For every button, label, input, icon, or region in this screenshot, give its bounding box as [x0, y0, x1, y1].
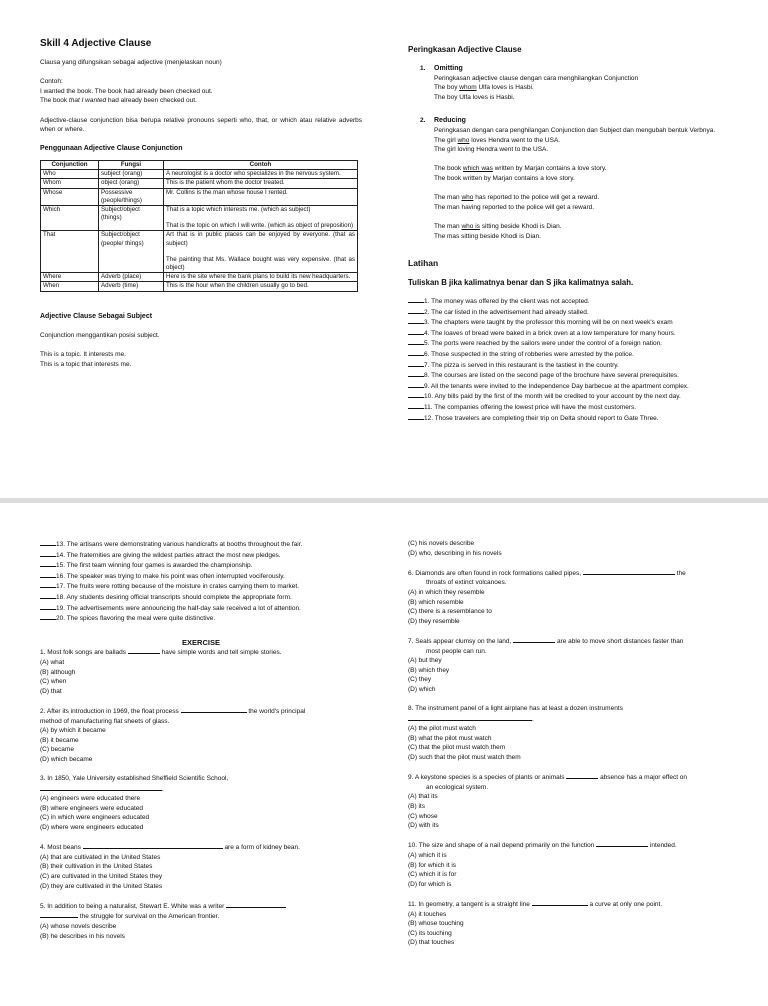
answer-blank [83, 842, 223, 849]
exercise-item-text: 12. Those travelers are completing their trip on Delta should report to Gate Three. [424, 414, 659, 422]
answer-option[interactable]: (A) whose novels describe [40, 922, 117, 930]
answer-blank[interactable] [40, 581, 56, 588]
table-cell: Which [41, 205, 99, 230]
question-text-continued: an ecological system. [426, 783, 489, 791]
answer-option[interactable]: (B) whose touching [408, 920, 464, 928]
question-6 [408, 568, 724, 579]
exercise-item-text: 16. The speaker was trying to make his point was often interrupted vociferously. [56, 572, 285, 580]
answer-blank [40, 911, 78, 918]
question-text-continued: method of manufacturing flat sheets of glass. [40, 717, 170, 725]
table-cell: Who [41, 170, 99, 179]
answer-option[interactable]: (A) engineers were educated there [40, 795, 141, 803]
answer-option[interactable]: (B) it became [40, 736, 79, 744]
reducing-title: Reducing [434, 117, 466, 125]
answer-blank [226, 901, 286, 908]
answer-blank[interactable] [408, 317, 424, 324]
exercise-item-text: 4. The loaves of bread were baked in a brick oven at a low temperature for many hours. [424, 329, 676, 337]
question-text: absence has a major effect on [598, 774, 688, 782]
reducing-example-short: The girl loving Hendra went to the USA. [434, 146, 549, 154]
answer-option[interactable]: (A) that are cultivated in the United States [40, 853, 161, 861]
exercise-item [408, 307, 738, 318]
exercise-item-text: 11. The companies offering the lowest price will have the most customers. [424, 404, 637, 412]
question-text: 10. The size and shape of a nail depend primarily on the function [408, 842, 597, 850]
question-8: 8. The instrument panel of a light airplane has at least a dozen instruments [408, 705, 623, 713]
exercise-item-text: 6. Those suspected in the string of robberies were arrested by the police. [424, 351, 634, 359]
answer-blank [40, 784, 162, 791]
reducing-number: 2. [420, 117, 426, 125]
question-text: are a form of kidney bean. [222, 844, 300, 852]
question-text: 1. Most folk songs are ballads [40, 649, 128, 657]
exercise-item-text: 17. The fruits were rotting because of the moisture in crates carrying them to market. [56, 583, 300, 591]
question-5-options [40, 922, 362, 941]
answer-option[interactable]: (B) which they [408, 666, 450, 674]
answer-option[interactable]: (D) which [408, 685, 436, 693]
table-header-cell: Fungsi [99, 160, 164, 169]
answer-option[interactable]: (A) the pilot must watch [408, 725, 476, 733]
answer-option[interactable]: (B) for which it is [408, 861, 457, 869]
omitting-example-2: The boy Ulfa loves is Hasbi. [434, 93, 515, 101]
exercise-item [40, 592, 362, 603]
page2-left-column [40, 539, 362, 941]
conjunction-table [40, 160, 358, 292]
question-text: a curve at only one point. [587, 900, 663, 908]
exercise-item-text: 5. The ports were reached by the sailors were under the control of a foreign nation. [424, 340, 662, 348]
answer-option[interactable]: (D) such that the pilot must watch them [408, 754, 521, 762]
answer-option[interactable]: (B) he describes in his novels [40, 932, 125, 940]
exercise-item-text: 3. The chapters were taught by the professor this morning will be on next week's exam [424, 319, 673, 327]
question-7-options [408, 656, 724, 694]
answer-blank [128, 647, 160, 654]
question-4 [40, 842, 362, 853]
table-header-cell: Contoh [164, 160, 358, 169]
table-cell: subject (orang) [99, 170, 164, 179]
text-part: The book [434, 165, 463, 173]
exercise-item [408, 338, 738, 349]
answer-blank[interactable] [408, 381, 424, 388]
exercise-item-text: 20. The spices flavoring the meal were quite distinctive. [56, 615, 216, 623]
text-part: has reported to the police will get a reward. [473, 194, 600, 202]
exercise-item-text: 7. The pizza is served in this restaurant is the tastiest in the country. [424, 361, 619, 369]
question-6-options [408, 588, 724, 626]
table-header-row [41, 160, 358, 169]
exercise-item [40, 560, 362, 571]
reducing-example [434, 136, 738, 146]
table-cell-example: The painting that Ms. Wallace bought was very expensive. (that as object) [166, 255, 355, 271]
question-11-options [408, 910, 724, 948]
answer-option[interactable]: (D) which became [40, 755, 93, 763]
table-row [41, 282, 358, 291]
answer-blank [408, 714, 532, 721]
exercise-item [40, 603, 362, 614]
answer-option[interactable]: (D) they are cultivated in the United States [40, 882, 163, 890]
answer-option[interactable]: (C) its touching [408, 929, 452, 937]
answer-blank[interactable] [40, 592, 56, 599]
underlined-text: which was [462, 165, 493, 173]
omitting-title: Omitting [434, 65, 463, 72]
table-cell: Adverb (place) [99, 273, 164, 282]
answer-blank [181, 706, 247, 713]
question-4-options [40, 853, 362, 891]
question-text: the world's principal [246, 707, 306, 715]
answer-option[interactable]: (C) they [408, 676, 432, 684]
question-text: 11. In geometry, a tangent is a straight line [408, 900, 532, 908]
text-part: written by Marjan contains a love story. [492, 165, 607, 173]
table-cell: Here is the site where the bank plans to build its new headquarters. [164, 273, 358, 282]
answer-option[interactable]: (D) who, describing in his novels [408, 549, 502, 557]
answer-blank[interactable] [408, 349, 424, 356]
answer-option[interactable]: (C) there is a resemblance to [408, 608, 492, 616]
table-row [41, 179, 358, 188]
answer-option[interactable]: (D) that [40, 687, 62, 695]
table-header-cell: Conjunction [41, 160, 99, 169]
table-cell: When [41, 282, 99, 291]
table-cell [164, 205, 358, 230]
answer-option[interactable]: (D) they resemble [408, 617, 460, 625]
table-cell: Where [41, 273, 99, 282]
table-cell: Subject/object (things) [99, 205, 164, 230]
underlined-text: who is [461, 222, 480, 230]
answer-blank[interactable] [408, 307, 424, 314]
exercise-item-text: 10. Any bills paid by the first of the month will be credited to your account by the next day. [424, 393, 681, 401]
answer-blank[interactable] [40, 571, 56, 578]
exercise-item-text: 1. The money was offered by the client was not accepted. [424, 298, 590, 306]
underlined-text: who [461, 194, 474, 202]
answer-blank [513, 636, 555, 643]
exercise-item [408, 391, 738, 402]
example-2-italic: that I wanted [68, 97, 107, 105]
exercise-item-text: 13. The artisans were demonstrating various handicrafts at booths throughout the fair. [56, 541, 303, 548]
answer-blank [532, 899, 588, 906]
answer-blank[interactable] [40, 613, 56, 620]
question-text: 2. After its introduction in 1969, the float process [40, 707, 181, 715]
table-cell: A neurologist is a doctor who specializes in the nervous system. [164, 170, 358, 179]
question-text: the [674, 569, 686, 577]
exercise-title: EXERCISE [182, 637, 220, 647]
omitting-example-1 [434, 83, 738, 93]
answer-blank[interactable] [40, 603, 56, 610]
question-text: 5. In addition to being a naturalist, Stewart E. White was a writer [40, 902, 227, 910]
question-text: . [162, 785, 164, 793]
reducing-example-short: The book written by Marjan contains a love story. [434, 174, 575, 182]
answer-blank[interactable] [408, 402, 424, 409]
exercise-item [40, 581, 362, 592]
answer-blank [583, 568, 675, 575]
table-row [41, 170, 358, 179]
text-part: The man [434, 194, 462, 202]
reducing-description: Peringkasan dengan cara penghilangan Conjunction dan Subject dan mengubah bentuk Verbnya. [434, 126, 716, 134]
intro-text: Clausa yang difungsikan sebagai adjective (menjelaskan noun) [40, 59, 222, 66]
text-part: The girl [434, 136, 458, 144]
reducing-example [434, 193, 738, 203]
underlined-text: whom [459, 84, 477, 92]
answer-option[interactable]: (A) it touches [408, 910, 447, 918]
question-10-options [408, 851, 724, 889]
answer-option[interactable]: (C) his novels describe [408, 540, 475, 547]
exercise-item-text: 8. The courses are listed on the second page of the brochure have several prerequisites. [424, 372, 679, 380]
table-cell: Possessive (people/things) [99, 188, 164, 205]
example-1: I wanted the book. The book had already been checked out. [40, 87, 213, 95]
answer-blank[interactable] [408, 391, 424, 398]
summary-title: Peringkasan Adjective Clause [408, 45, 522, 54]
answer-blank [566, 772, 598, 779]
exercise-item [40, 539, 362, 550]
omitting-section [408, 64, 738, 102]
reducing-example-short: The man having reported to the police will get a reward. [434, 203, 595, 211]
question-11 [408, 899, 724, 910]
answer-option[interactable]: (C) that the pilot must watch them [408, 744, 506, 752]
table-cell [164, 231, 358, 273]
table-cell: This is the hour when the children usually go to bed. [164, 282, 358, 291]
question-7 [408, 636, 724, 647]
question-text: . [532, 715, 534, 723]
question-5 [40, 901, 362, 912]
exercise-list-2 [40, 539, 362, 624]
page-2 [0, 503, 768, 1006]
answer-option[interactable]: (C) are cultivated in the United States they [40, 873, 163, 880]
question-text: 4. Most beans [40, 844, 83, 852]
answer-blank[interactable] [408, 296, 424, 303]
question-text: the struggle for survival on the American frontier. [78, 913, 220, 921]
table-row [41, 205, 358, 230]
answer-option[interactable]: (D) that touches [408, 939, 455, 947]
table-title: Penggunaan Adjective Clause Conjunction [40, 145, 183, 153]
exercise-item [408, 402, 738, 413]
table-cell: Subject/object (people/ things) [99, 231, 164, 273]
reducing-section [408, 116, 738, 241]
answer-option[interactable]: (B) its [408, 803, 425, 811]
exercise-item [408, 317, 738, 328]
exercise-item [408, 360, 738, 371]
question-text: 6. Diamonds are often found in rock formations called pipes, [408, 569, 583, 577]
latihan-title: Latihan [408, 258, 439, 269]
exercise-item-text: 2. The car listed in the advertisement had already stalled. [424, 308, 589, 316]
exercise-item [408, 381, 738, 392]
answer-option[interactable]: (B) which resemble [408, 598, 464, 606]
subject-example-2: This is a topic that interests me. [40, 360, 132, 368]
answer-blank[interactable] [408, 360, 424, 367]
page1-left-column [40, 37, 362, 369]
question-text: intended. [648, 842, 677, 850]
exercise-item-text: 19. The advertisements were announcing the half-day sale received a lot of attention. [56, 604, 301, 612]
reducing-example [434, 164, 738, 174]
text-part: Ulfa loves is Hasbi. [476, 84, 534, 92]
underlined-text: who [457, 136, 470, 144]
answer-blank[interactable] [40, 539, 56, 546]
table-cell-example: That is a topic which interests me. (which as subject) [166, 205, 311, 213]
exercise-item [408, 296, 738, 307]
exercise-item [40, 550, 362, 561]
reducing-example-short: The mas sitting beside Khodi is Dian. [434, 232, 541, 240]
answer-option[interactable]: (A) but they [408, 657, 442, 665]
exercise-item-text: 18. Any students desiring official transcripts should complete the appropriate form. [56, 593, 292, 601]
question-text: have simple words and tell simple stories. [159, 649, 282, 657]
question-text-continued: most people can run. [426, 647, 487, 655]
table-row [41, 188, 358, 205]
table-row [41, 273, 358, 282]
question-8-options [408, 724, 724, 762]
answer-option[interactable]: (B) where engineers were educated [40, 804, 143, 812]
example-2-part-b: had already been checked out. [106, 97, 197, 105]
example-2-part-a: The book [40, 97, 69, 105]
question-8-blank-line [408, 714, 724, 725]
question-1 [40, 647, 362, 658]
conjunction-description: Adjective-clause conjunction bisa berupa relative pronouns seperti who, that, or which atau relative adverbs when or where. [40, 116, 362, 134]
text-part: sitting beside Khodi is Dian. [479, 222, 562, 230]
page-1 [0, 0, 768, 498]
text-part: The boy [434, 84, 460, 92]
question-9 [408, 772, 724, 783]
question-5-continued [40, 911, 362, 922]
question-text: are able to move short distances faster than [555, 637, 684, 645]
answer-blank [596, 840, 648, 847]
answer-blank[interactable] [40, 560, 56, 567]
table-cell: Adverb (time) [99, 282, 164, 291]
exercise-item [40, 613, 362, 624]
exercise-item [40, 571, 362, 582]
skill-title: Skill 4 Adjective Clause [40, 38, 152, 49]
text-part: The man [434, 222, 462, 230]
latihan-instruction: Tuliskan B jika kalimatnya benar dan S jika kalimatnya salah. [408, 278, 634, 288]
answer-option[interactable]: (C) whose [408, 812, 438, 820]
exercise-item-text: 9. All the tenants were invited to the Independence Day barbecue at the apartment complex. [424, 382, 689, 390]
reducing-example [434, 222, 738, 232]
omitting-description: Peringkasan adjective clause dengan cara menghilangkan Conjunction [434, 74, 639, 82]
answer-option[interactable]: (C) when [40, 678, 67, 686]
question-1-options [40, 658, 362, 696]
answer-option[interactable]: (A) what [40, 658, 65, 666]
answer-option[interactable]: (C) in which were engineers educated [40, 814, 150, 822]
question-3-options [40, 794, 362, 832]
exercise-item-text: 14. The fraternities are giving the wildest parties attract the most new pledges. [56, 551, 281, 559]
answer-option[interactable]: (D) where were engineers educated [40, 824, 144, 832]
answer-option[interactable]: (A) by which it became [40, 727, 106, 735]
answer-option[interactable]: (A) which it is [408, 852, 447, 859]
question-text: 7. Seals appear clumsy on the land, [408, 637, 514, 645]
text-part: loves Hendra went to the USA. [469, 136, 561, 144]
page2-right-column [408, 539, 724, 948]
exercise-item-text: 15. The first team winning four games is awarded the championship. [56, 562, 253, 570]
subject-example-1: This is a topic. It interests me. [40, 350, 126, 358]
example-2 [40, 96, 362, 106]
answer-blank[interactable] [408, 328, 424, 335]
table-cell: Whom [41, 179, 99, 188]
answer-option[interactable]: (B) although [40, 668, 76, 676]
answer-option[interactable]: (C) which it is for [408, 871, 457, 879]
answer-option[interactable]: (D) with its [408, 822, 439, 830]
exercise-item [408, 349, 738, 360]
exercise-item [408, 370, 738, 381]
subject-description: Conjunction menggantikan posisi subject. [40, 331, 160, 339]
table-cell: Mr. Collins is the man whose house I rented. [164, 188, 358, 205]
question-2-options [40, 726, 362, 764]
question-text-continued: throats of extinct volcanoes. [426, 579, 507, 587]
exercise-item [408, 328, 738, 339]
table-cell: Whose [41, 188, 99, 205]
answer-option[interactable]: (A) that its [408, 793, 438, 801]
table-cell-example: Art that is in public places can be enjoyed by everyone. (that as subject) [166, 231, 355, 247]
answer-option[interactable]: (B) their cultivation in the United States [40, 863, 153, 871]
answer-option[interactable]: (D) for which is [408, 880, 452, 888]
answer-blank[interactable] [40, 550, 56, 557]
subject-section-title: Adjective Clause Sebagai Subject [40, 312, 153, 320]
table-cell: object (orang) [99, 179, 164, 188]
answer-option[interactable]: (A) in which they resemble [408, 588, 485, 596]
answer-blank[interactable] [408, 413, 424, 420]
exercise-item [408, 413, 738, 424]
answer-blank[interactable] [408, 370, 424, 377]
table-cell: That [41, 231, 99, 273]
table-cell-example: That is the topic on which I will write. (which as object of preposition) [166, 222, 354, 230]
omitting-number: 1. [420, 65, 426, 72]
question-10 [408, 840, 724, 851]
table-cell: This is the patient whom the doctor treated. [164, 179, 358, 188]
answer-option[interactable]: (C) became [40, 746, 74, 754]
answer-option[interactable]: (B) what the pilot must watch [408, 734, 492, 742]
question-text: 9. A keystone species is a species of plants or animals [408, 774, 567, 782]
example-label: Contoh: [40, 78, 63, 86]
question-3: 3. In 1850, Yale University established Sheffield Scientific School, [40, 775, 229, 783]
question-5-options-continued [408, 539, 724, 558]
exercise-list-1 [408, 296, 738, 423]
answer-blank[interactable] [408, 338, 424, 345]
question-9-options [408, 792, 724, 830]
question-3-blank-line [40, 784, 362, 795]
page1-right-column [408, 44, 738, 423]
question-2 [40, 706, 362, 717]
table-row [41, 231, 358, 273]
